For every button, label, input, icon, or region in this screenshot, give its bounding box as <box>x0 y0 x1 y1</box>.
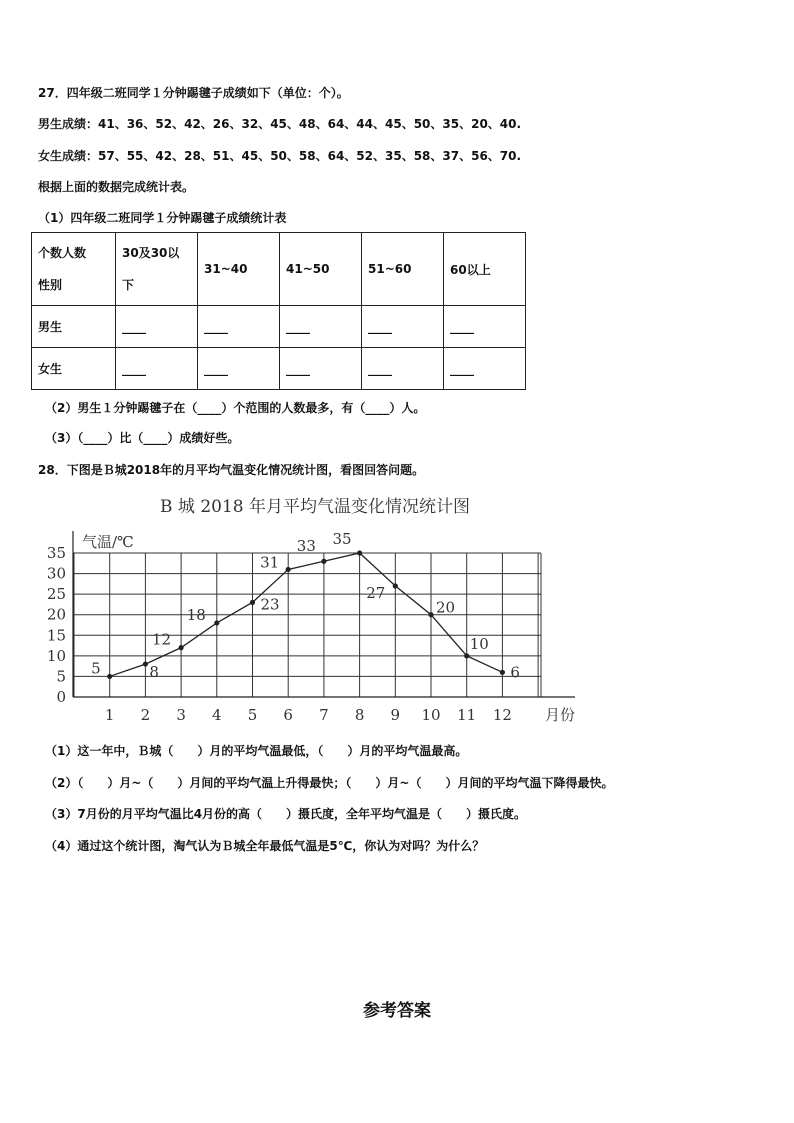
data-label: 33 <box>296 537 316 556</box>
data-point <box>143 661 148 666</box>
data-point <box>179 645 184 650</box>
data-point <box>250 600 255 605</box>
q28-question-4: （4）通过这个统计图，淘气认为Ｂ城全年最低气温是5℃，你认为对吗？为什么？ <box>45 839 485 853</box>
answer-blank[interactable]: ____ <box>198 348 280 390</box>
table-header-row <box>32 233 526 306</box>
y-tick-label: 0 <box>56 688 66 706</box>
data-label: 31 <box>260 553 280 572</box>
y-tick-label: 15 <box>46 626 66 645</box>
data-point <box>321 559 326 564</box>
corner-bottom-label: 性别 <box>38 278 63 292</box>
table-corner-cell <box>32 233 116 306</box>
stats-table <box>31 232 526 390</box>
x-tick-label: 8 <box>354 706 365 724</box>
y-tick-label: 30 <box>46 564 66 583</box>
x-tick-label: 1 <box>104 706 115 724</box>
chart-title: B 城 2018 年月平均气温变化情况统计图 <box>160 497 470 517</box>
y-tick-label: 35 <box>46 544 66 562</box>
column-header: 30及30以下 <box>116 233 198 306</box>
x-tick-label: 11 <box>457 706 477 724</box>
data-point <box>286 567 291 572</box>
answer-blank[interactable]: ____ <box>116 306 198 348</box>
x-tick-label: 3 <box>176 706 186 724</box>
answer-blank[interactable]: ____ <box>362 348 444 390</box>
x-tick-label: 2 <box>140 706 151 724</box>
q27-title: 27．四年级二班同学１分钟踢毽子成绩如下（单位：个）。 <box>38 86 349 100</box>
data-label: 6 <box>510 663 520 682</box>
answer-blank[interactable]: ____ <box>362 306 444 348</box>
column-header: 41~50 <box>280 233 362 306</box>
q27-boys-scores: 男生成绩：41、36、52、42、26、32、45、48、64、44、45、50、35、20、40. <box>38 117 522 131</box>
y-tick-label: 10 <box>46 646 66 665</box>
data-point <box>214 620 219 625</box>
data-label: 5 <box>91 659 101 678</box>
x-tick-label: 5 <box>247 706 258 724</box>
x-tick-label: 6 <box>283 706 293 724</box>
data-label: 18 <box>186 605 206 624</box>
table-row <box>32 348 526 390</box>
y-tick-label: 5 <box>56 667 66 686</box>
answer-blank[interactable]: ____ <box>280 348 362 390</box>
chart-labels <box>47 530 575 724</box>
q27-question-3: （3）（____）比（____）成绩好些。 <box>45 431 240 445</box>
data-label: 10 <box>469 634 489 653</box>
y-axis-label: 气温/℃ <box>82 533 134 551</box>
q27-girls-scores: 女生成绩：57、55、42、28、51、45、50、58、64、52、35、58、37、56、70. <box>38 149 522 163</box>
chart-grid <box>73 553 541 697</box>
x-tick-label: 12 <box>492 706 512 724</box>
q28-title: 28．下图是Ｂ城2018年的月平均气温变化情况统计图，看图回答问题。 <box>38 463 425 477</box>
data-label: 35 <box>332 530 352 548</box>
x-axis-label: 月份 <box>545 706 576 724</box>
corner-top-label: 个数人数 <box>38 246 87 260</box>
row-label: 男生 <box>32 306 116 348</box>
column-header: 31~40 <box>198 233 280 306</box>
column-header: 51~60 <box>362 233 444 306</box>
q27-instruction: 根据上面的数据完成统计表。 <box>38 180 195 194</box>
table-row <box>32 306 526 348</box>
data-label: 23 <box>260 595 280 614</box>
temperature-line-chart <box>0 490 794 730</box>
column-header: 60以上 <box>444 233 526 306</box>
q27-question-2: （2）男生１分钟踢毽子在（____）个范围的人数最多，有（____）人。 <box>45 401 426 415</box>
data-point <box>357 550 362 555</box>
data-label: 12 <box>152 630 172 649</box>
x-tick-label: 9 <box>390 706 401 724</box>
data-point <box>393 583 398 588</box>
data-label: 8 <box>149 663 159 682</box>
data-point <box>428 612 433 617</box>
y-tick-label: 20 <box>46 605 66 624</box>
data-point <box>464 653 469 658</box>
x-tick-label: 7 <box>319 706 329 724</box>
q28-question-2: （2）（ ）月~（ ）月间的平均气温上升得最快；（ ）月~（ ）月间的平均气温下降得最快。 <box>45 776 614 790</box>
x-tick-label: 10 <box>421 706 441 724</box>
row-label: 女生 <box>32 348 116 390</box>
y-tick-label: 25 <box>46 585 66 604</box>
answer-blank[interactable]: ____ <box>444 306 526 348</box>
x-tick-label: 4 <box>212 706 222 724</box>
q28-question-1: （1）这一年中，Ｂ城（ ）月的平均气温最低，（ ）月的平均气温最高。 <box>45 744 468 758</box>
answer-blank[interactable]: ____ <box>198 306 280 348</box>
data-label: 27 <box>366 583 386 602</box>
answer-heading: 参考答案 <box>363 1001 431 1021</box>
data-point <box>500 670 505 675</box>
data-label: 20 <box>436 598 456 617</box>
data-point <box>107 674 112 679</box>
answer-blank[interactable]: ____ <box>116 348 198 390</box>
q28-question-3: （3）7月份的月平均气温比4月份的高（ ）摄氏度，全年平均气温是（ ）摄氏度。 <box>45 807 527 821</box>
answer-blank[interactable]: ____ <box>444 348 526 390</box>
answer-blank[interactable]: ____ <box>280 306 362 348</box>
q27-table-caption: （1）四年级二班同学１分钟踢毽子成绩统计表 <box>38 211 287 225</box>
